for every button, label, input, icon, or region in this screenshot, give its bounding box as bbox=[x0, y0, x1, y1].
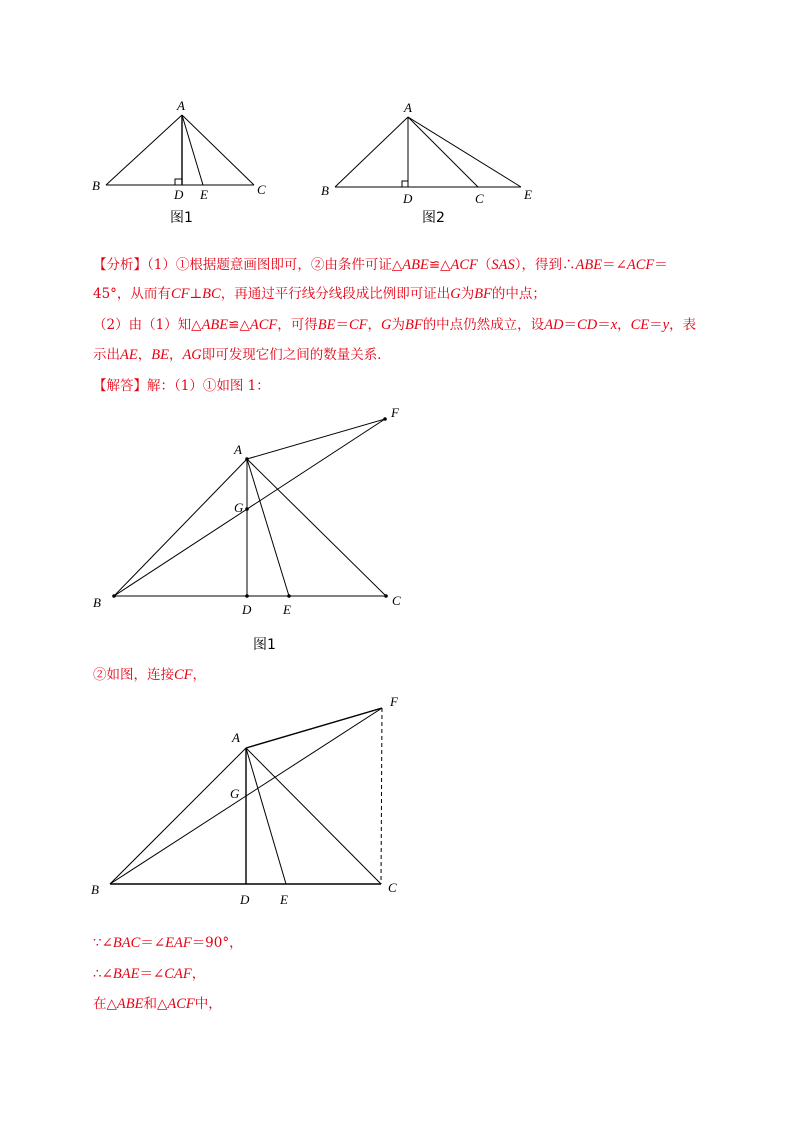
reason-line-1: ∵∠BAC＝∠EAF＝90°， bbox=[93, 935, 243, 951]
segment-AE bbox=[408, 117, 521, 187]
label-A: A bbox=[232, 730, 240, 745]
label-C: C bbox=[257, 182, 266, 197]
point-G bbox=[245, 507, 249, 511]
label-C: C bbox=[388, 880, 397, 895]
label-D: D bbox=[242, 602, 252, 617]
circle-one: ① bbox=[202, 378, 217, 394]
mid-figure bbox=[88, 400, 418, 660]
circle-two: ② bbox=[93, 667, 107, 683]
label-E: E bbox=[524, 187, 532, 202]
segment-AB bbox=[114, 459, 247, 596]
label-A: A bbox=[177, 98, 185, 113]
label-B: B bbox=[92, 178, 100, 193]
label-C: C bbox=[392, 593, 401, 608]
label-F: F bbox=[390, 694, 398, 709]
figure-caption: 图2 bbox=[422, 210, 445, 226]
right-angle-mark bbox=[402, 181, 408, 187]
label-E: E bbox=[200, 187, 208, 202]
label-B: B bbox=[93, 595, 101, 610]
segment-AB bbox=[106, 115, 182, 185]
circle-one: ① bbox=[175, 257, 190, 273]
triangle-diagram-1 bbox=[88, 95, 278, 230]
point-F bbox=[383, 417, 387, 421]
reason-line-3: 在△ABE和△ACF中， bbox=[93, 996, 222, 1012]
segment-BF bbox=[114, 419, 385, 596]
label-C: C bbox=[475, 191, 484, 206]
label-B: B bbox=[91, 882, 99, 897]
point-C bbox=[384, 594, 388, 598]
point-B bbox=[112, 594, 116, 598]
point-A bbox=[245, 457, 249, 461]
construction-diagram-2 bbox=[88, 690, 418, 915]
analysis-line-2: 45°，从而有CF⊥BC，再通过平行线分线段成比例即可证出G为BF的中点； bbox=[93, 286, 546, 302]
segment-AB bbox=[335, 117, 408, 187]
segment-AC bbox=[408, 117, 478, 187]
segment-AF bbox=[246, 708, 382, 748]
label-D: D bbox=[240, 892, 250, 907]
figure-caption: 图1 bbox=[253, 637, 276, 653]
analysis-line-3: （2）由（1）知△ABE≌△ACF，可得BE＝CF，G为BF的中点仍然成立，设AD＝CD＝x，CE＝y，表 bbox=[93, 317, 697, 333]
circle-two: ② bbox=[310, 257, 325, 273]
segment-AF bbox=[247, 419, 385, 459]
figure-caption: 图1 bbox=[170, 210, 193, 226]
label-D: D bbox=[174, 187, 184, 202]
label-G: G bbox=[234, 500, 244, 515]
label-D: D bbox=[403, 191, 413, 206]
label-G: G bbox=[230, 786, 240, 801]
construction-diagram-1 bbox=[88, 400, 418, 660]
bottom-figure bbox=[88, 690, 418, 915]
label-F: F bbox=[391, 405, 399, 420]
label-E: E bbox=[283, 602, 291, 617]
segment-CF-dashed bbox=[381, 708, 382, 884]
label-A: A bbox=[234, 442, 242, 457]
top-figure-1 bbox=[88, 95, 278, 230]
top-figure-2 bbox=[318, 95, 548, 230]
step2-line: ②如图，连接CF， bbox=[93, 667, 207, 683]
triangle-diagram-2 bbox=[318, 95, 548, 230]
solution-header: 【解答】 bbox=[93, 378, 147, 394]
reason-line-2: ∴∠BAE＝∠CAF， bbox=[93, 966, 206, 982]
point-E bbox=[287, 594, 291, 598]
analysis-line-1: 【分析】（1）①根据题意画图即可，②由条件可证△ABE≌△ACF（SAS），得到∴ABE＝∠ACF＝ bbox=[93, 257, 668, 273]
analysis-header: 【分析】 bbox=[93, 257, 147, 273]
segment-AB bbox=[110, 748, 246, 884]
analysis-line-4: 示出AE，BE，AG即可发现它们之间的数量关系． bbox=[93, 347, 391, 363]
right-angle-mark bbox=[175, 179, 182, 185]
solution-line: 【解答】解：（1）①如图 1： bbox=[93, 378, 270, 394]
label-B: B bbox=[321, 183, 329, 198]
label-A: A bbox=[404, 100, 412, 115]
label-E: E bbox=[280, 892, 288, 907]
point-D bbox=[245, 594, 249, 598]
